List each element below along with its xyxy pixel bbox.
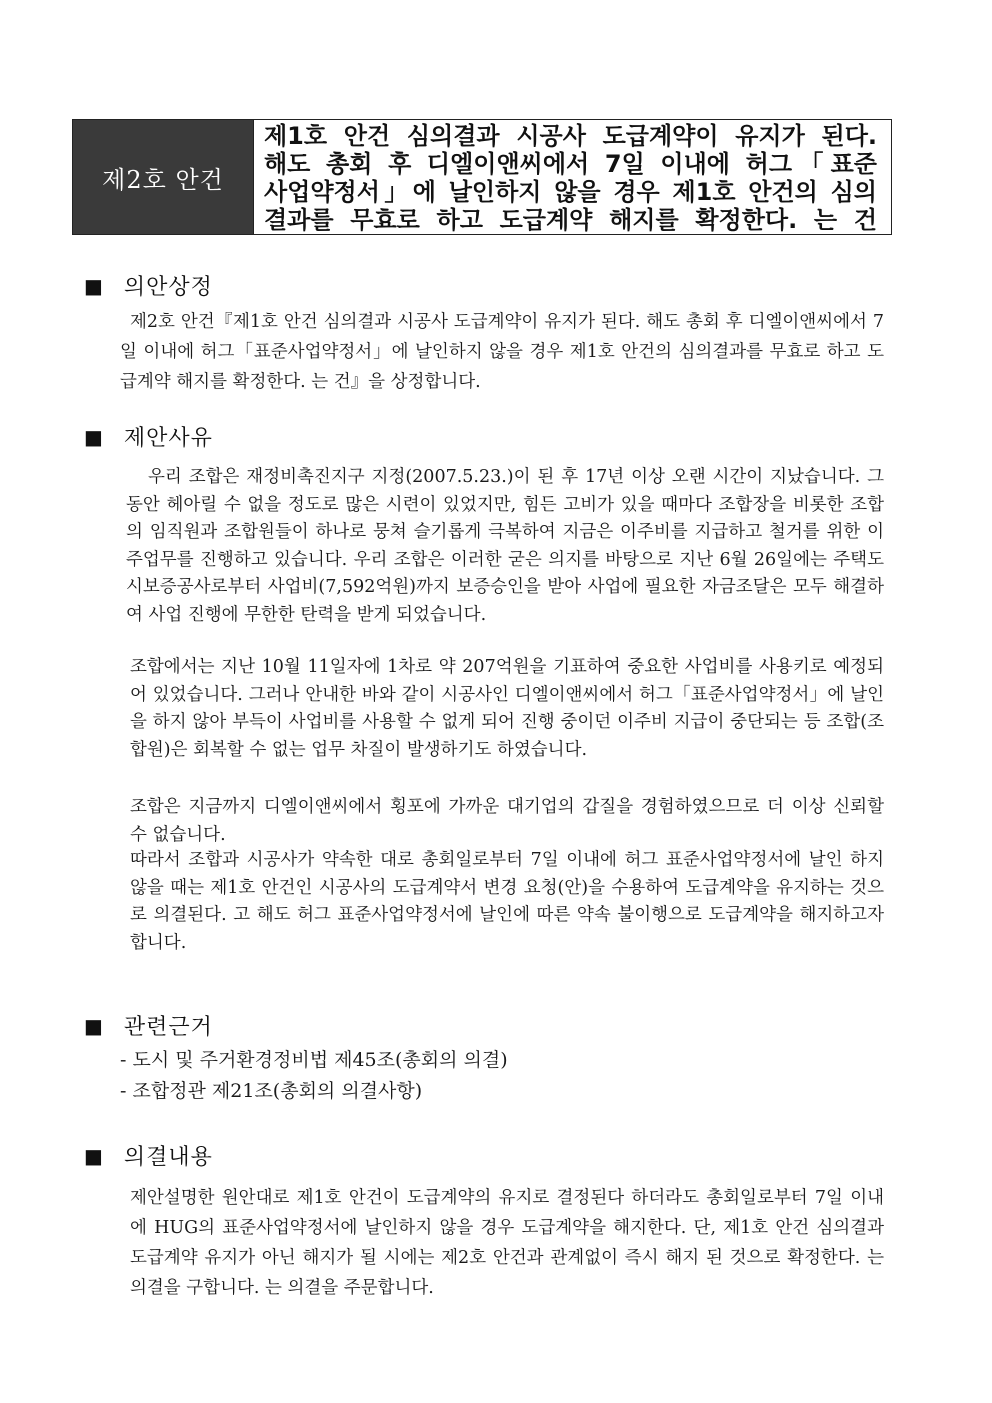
section-title: 제안사유 <box>123 426 213 451</box>
section-heading-reason <box>84 421 213 452</box>
resolution-paragraph: 제안설명한 원안대로 제1호 안건이 도급계약의 유지로 결정된다 하더라도 총회일로부터 7일 이내에 HUG의 표준사업약정서에 날인하지 않을 경우 도급계약을 해지한다. 단, 제1호 안건 심의결과 도급계약 유지가 아닌 해지가 될 시에는 제2호 안건과 관계없이 즉시 해지 된 것으로 확정한다. 는 의결을 구합니다. 는 의결을 주문합니다. <box>130 1188 884 1298</box>
reason-paragraph-1: 우리 조합은 재정비촉진지구 지정(2007.5.23.)이 된 후 17년 이상 오랜 시간이 지났습니다. 그동안 헤아릴 수 없을 정도로 많은 시련이 있었지만, 힘든 고비가 있을 때마다 조합장을 비롯한 조합의 임직원과 조합원들이 하나로 뭉쳐 슬기롭게 극복하여 지금은 이주비를 지급하고 철거를 위한 이주업무를 진행하고 있습니다. 우리 조합은 이러한 굳은 의지를 바탕으로 지난 6월 26일에는 주택도시보증공사로부터 사업비(7,592억원)까지 보증승인을 받아 사업에 필요한 자금조달은 모두 해결하여 사업 진행에 무한한 탄력을 받게 되었습니다. <box>126 467 884 625</box>
basis-list-item: - 도시 및 주거환경정비법 제45조(총회의 의결) <box>120 1049 508 1071</box>
square-bullet-icon: ■ <box>84 273 104 298</box>
section-heading-agenda <box>84 270 213 301</box>
agenda-title-line: 제1호 안건 심의결과 시공사 도급계약이 유지가 된다. <box>264 122 877 150</box>
agenda-title-line: 사업약정서」에 날인하지 않을 경우 제1호 안건의 심의 <box>264 178 877 206</box>
agenda-title <box>253 120 891 234</box>
section-title: 의안상정 <box>123 275 213 300</box>
agenda-paragraph: 제2호 안건『제1호 안건 심의결과 시공사 도급계약이 유지가 된다. 해도 총회 후 디엘이앤씨에서 7일 이내에 허그「표준사업약정서」에 날인하지 않을 경우 제1호 안건의 심의결과를 무효로 하고 도급계약 해지를 확정한다. 는 건』을 상정합니다. <box>120 312 884 392</box>
agenda-header <box>72 119 892 235</box>
basis-list-item: - 조합정관 제21조(총회의 의결사항) <box>120 1080 423 1102</box>
reason-paragraph-4: 따라서 조합과 시공사가 약속한 대로 총회일로부터 7일 이내에 허그 표준사업약정서에 날인 하지 않을 때는 제1호 안건인 시공사의 도급계약서 변경 요청(안)을 수용하여 도급계약을 유지하는 것으로 의결된다. 고 해도 허그 표준사업약정서에 날인에 따른 약속 불이행으로 도급계약을 해지하고자 합니다. <box>130 850 884 953</box>
section-heading-basis <box>84 1010 213 1041</box>
square-bullet-icon: ■ <box>84 1143 104 1168</box>
agenda-title-line: 결과를 무효로 하고 도급계약 해지를 확정한다. 는 건 <box>264 206 877 234</box>
square-bullet-icon: ■ <box>84 424 104 449</box>
section-heading-resolution <box>84 1140 213 1171</box>
reason-paragraph-3: 조합은 지금까지 디엘이앤씨에서 횡포에 가까운 대기업의 갑질을 경험하였으므로 더 이상 신뢰할 수 없습니다. <box>130 797 884 845</box>
square-bullet-icon: ■ <box>84 1013 104 1038</box>
section-title: 의결내용 <box>123 1145 213 1170</box>
agenda-number-label: 제2호 안건 <box>73 120 253 234</box>
section-title: 관련근거 <box>123 1015 213 1040</box>
reason-paragraph-2: 조합에서는 지난 10월 11일자에 1차로 약 207억원을 기표하여 중요한 사업비를 사용키로 예정되어 있었습니다. 그러나 안내한 바와 같이 시공사인 디엘이앤씨에서 허그「표준사업약정서」에 날인을 하지 않아 부득이 사업비를 사용할 수 없게 되어 진행 중이던 이주비 지급이 중단되는 등 조합(조합원)은 회복할 수 없는 업무 차질이 발생하기도 하였습니다. <box>130 657 884 760</box>
agenda-title-line: 해도 총회 후 디엘이앤씨에서 7일 이내에 허그「표준 <box>264 150 877 178</box>
